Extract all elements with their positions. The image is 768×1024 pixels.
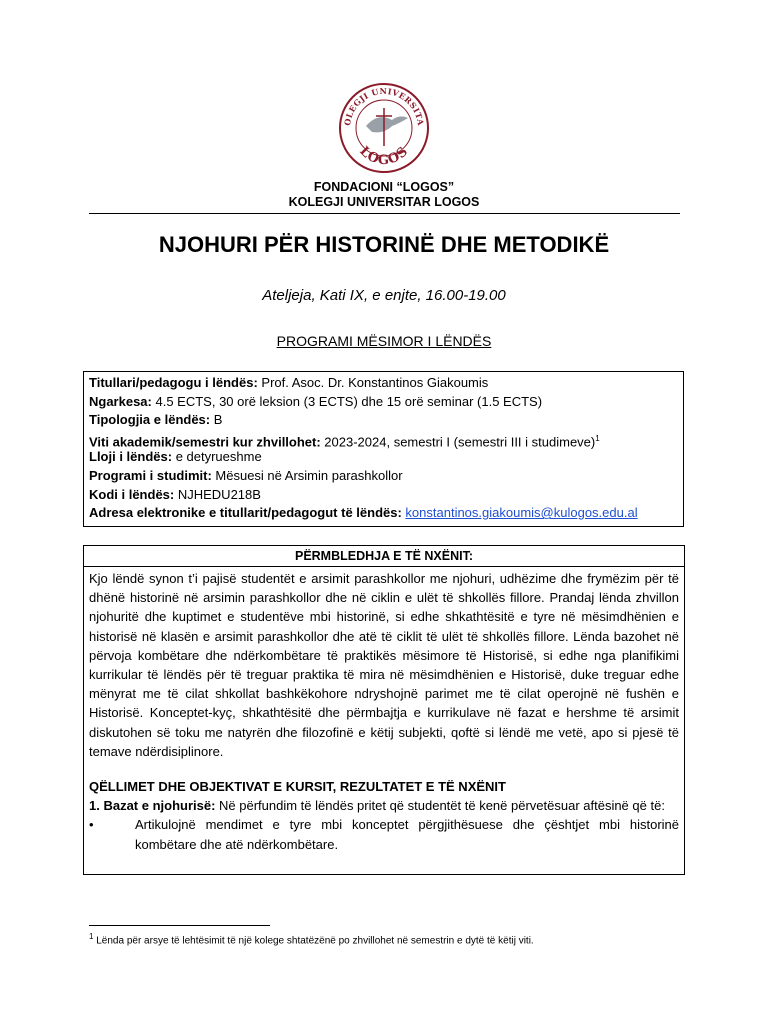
svg-text:LOGOS: LOGOS (356, 143, 412, 169)
bullet-icon: • (89, 817, 94, 833)
footnote-text: Lënda për arsye të lehtësimit të një kolege shtatëzënë po zhvillohet në semestrin e dytë të këtij viti. (93, 935, 534, 947)
summary-body (84, 567, 684, 854)
load-value: 4.5 ECTS, 30 orë leksion (3 ECTS) dhe 15 orë seminar (1.5 ECTS) (151, 393, 543, 409)
summary-heading: PËRMBLEDHJA E TË NXËNIT: (84, 546, 684, 567)
course-info-box (83, 371, 684, 527)
type-value: B (210, 412, 223, 428)
logo-emblem (338, 82, 430, 174)
college-name: KOLEGJI UNIVERSITAR LOGOS (288, 195, 480, 209)
code-row (89, 486, 678, 505)
email-label: Adresa elektronike e titullarit/pedagogut të lëndës: (89, 505, 402, 521)
type-row (89, 411, 678, 430)
college-logo (338, 82, 430, 174)
kind-label: Lloji i lëndës: (89, 449, 173, 465)
bullet-text: Artikulojnë mendimet e tyre mbi konceptet përgjithësuese dhe çështjet mbi historinë kombëtare dhe atë ndërkombëtare. (135, 817, 679, 852)
kind-value: e detyrueshme (172, 449, 262, 465)
objective-1-text: Në përfundim të lëndës pritet që studentët të kenë përvetësuar aftësinë që të: (215, 798, 665, 814)
course-title: NJOHURI PËR HISTORINË DHE METODIKË (158, 232, 610, 257)
year-label: Viti akademik/semestri kur zhvillohet: (89, 434, 321, 450)
email-link[interactable]: konstantinos.giakoumis@kulogos.edu.al (405, 505, 638, 521)
code-value: NJHEDU218B (174, 486, 261, 502)
footnote-divider (89, 925, 270, 926)
titular-label: Titullari/pedagogu i lëndës: (89, 375, 258, 390)
course-schedule: Ateljeja, Kati IX, e enjte, 16.00-19.00 (262, 287, 506, 304)
svg-text:KOLEGJI UNIVERSITAR: OLEGJI UNIVERSITA (341, 85, 427, 127)
program-row (89, 467, 678, 486)
load-row (89, 393, 678, 412)
type-label: Tipologjia e lëndës: (89, 412, 211, 428)
email-row (89, 504, 678, 523)
footnote (89, 932, 534, 946)
titular-row (89, 374, 678, 393)
foundation-name: FONDACIONI “LOGOS” (313, 180, 455, 194)
header-divider (89, 213, 680, 214)
year-value: 2023-2024, semestri I (semestri III i studimeve) (320, 434, 596, 450)
summary-text: Kjo lëndë synon t’i pajisë studentët e arsimit parashkollor me njohuri, udhëzime dhe frymëzim për të dhënë historinë në arsimin parashkollor dhe në ciklin e ulët të shkollës fillore. Prandaj lënda zhvillon njohuritë dhe kuptimet e studentëve mbi historinë, si edhe shkathtësitë e tyre në mësimdhënien e historisë në klasën e arsimit parashkollor dhe atë të ciklit të ulët të shkollës fillore. Lënda bazohet në përvoja kombëtare dhe ndërkombëtare të praktikës mësimore të Historisë, si edhe nga planifikimi kurrikular të lëndës për të treguar praktika të mira në mësimdhënien e Historisë, duke treguar edhe mënyrat me të cilat shkollat bashkëkohore ndryshojnë parimet me të cilat operojnë në fushën e Historisë. Konceptet-kyç, shkathtësitë dhe përmbajtja e kurrikulave në fazat e hershme të arsimit diskutohen së toku me natyrën dhe filozofinë e këtij subjekti, qoftë si lëndë me vetë, apo si pjesë të temave ndërdisiplinore. (89, 571, 679, 759)
program-heading (0, 333, 768, 349)
summary-box (83, 545, 685, 875)
objective-1-label: 1. Bazat e njohurisë: (89, 798, 216, 814)
program-label: Programi i studimit: (89, 467, 212, 483)
list-item (89, 815, 679, 853)
code-label: Kodi i lëndës: (89, 486, 175, 502)
footnote-ref[interactable]: 1 (595, 433, 600, 443)
program-value: Mësuesi në Arsimin parashkollor (211, 467, 403, 483)
load-label: Ngarkesa: (89, 393, 152, 409)
objective-1 (89, 796, 679, 815)
footnote-mark: 1 (89, 932, 94, 941)
kind-row (89, 448, 678, 467)
objectives-heading: QËLLIMET DHE OBJEKTIVAT E KURSIT, REZULTATET E TË NXËNIT (89, 779, 506, 795)
year-row (89, 430, 678, 449)
program-heading-text: PROGRAMI MËSIMOR I LËNDËS (276, 333, 492, 349)
titular-value: Prof. Asoc. Dr. Konstantinos Giakoumis (257, 375, 489, 390)
